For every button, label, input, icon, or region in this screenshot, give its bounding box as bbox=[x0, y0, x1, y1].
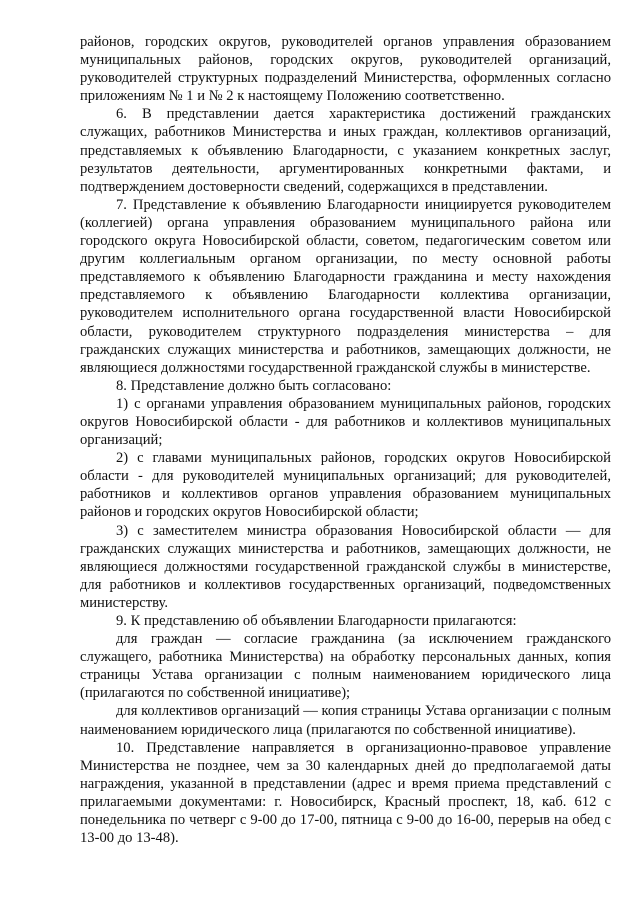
paragraph-8-item-1: 1) с органами управления образованием муниципальных районов, городских округов Новосибирской области - для работников и коллективов муниципальных организаций; bbox=[80, 395, 611, 449]
document-body bbox=[80, 33, 611, 847]
paragraph-9-citizens: для граждан — согласие гражданина (за исключением гражданского служащего, работника Министерства) на обработку персональных данных, копия страницы Устава организации с полным наименованием юридического лица (прилагаются по собственной инициативе); bbox=[80, 631, 611, 702]
paragraph-9: 9. К представлению об объявлении Благодарности прилагаются: bbox=[116, 613, 517, 629]
paragraph-8: 8. Представление должно быть согласовано: bbox=[116, 377, 392, 394]
paragraph-6: 6. В представлении дается характеристика достижений гражданских служащих, работников Министерства и иных граждан, коллективов организаций, представляемых к объявлению Благодарности, с указанием конкретных заслуг, результатов деятельности, аргументированных конкретными фактами, и подтверждением достоверности сведений, содержащихся в представлении. bbox=[80, 106, 611, 195]
paragraph-9-collectives: для коллективов организаций — копия страницы Устава организации с полным наименованием юридического лица (прилагаются по собственной инициативе). bbox=[80, 703, 611, 738]
paragraph-7: 7. Представление к объявлению Благодарности инициируется руководителем (коллегией) органа управления образованием муниципального района или городского округа Новосибирской области, советом, педагогическим советом или другим коллегиальным органом организации, по месту основной работы представляемого к объявлению Благодарности гражданина и месту нахождения представляемого к объявлению Благодарности коллектива организации, руководителем исполнительного органа государственной власти Новосибирской области, руководителем структурного подразделения министерства – для гражданских служащих министерства и работников, замещающих должности, не являющиеся должностями государственной гражданской службы в министерстве. bbox=[80, 196, 611, 376]
paragraph-8-item-2: 2) с главами муниципальных районов, городских округов Новосибирской области - для руководителей муниципальных организаций; для руководителей, работников и коллективов органов управления образованием муниципальных районов и городских округов Новосибирской области; bbox=[80, 450, 611, 521]
paragraph-continuation: районов, городских округов, руководителей органов управления образованием муниципальных районов, городских округов, руководителей организаций, руководителей структурных подразделений Министерства, оформленных согласно приложениям № 1 и № 2 к настоящему Положению соответственно. bbox=[80, 34, 611, 105]
paragraph-8-item-3: 3) с заместителем министра образования Новосибирской области — для гражданских служащих министерства и работников, замещающих должности, не являющиеся должностями государственной гражданской службы в министерстве, для работников и коллективов государственных организаций, подведомственных министерству. bbox=[80, 522, 611, 611]
paragraph-10: 10. Представление направляется в организационно-правовое управление Министерства не позднее, чем за 30 календарных дней до предполагаемой даты награждения, указанной в представлении (адрес и время приема представлений с прилагаемыми документами: г. Новосибирск, Красный проспект, 18, каб. 612 с понедельника по четверг с 9-00 до 17-00, пятница с 9-00 до 16-00, перерыв на обед с 13-00 до 13-48). bbox=[80, 739, 611, 847]
